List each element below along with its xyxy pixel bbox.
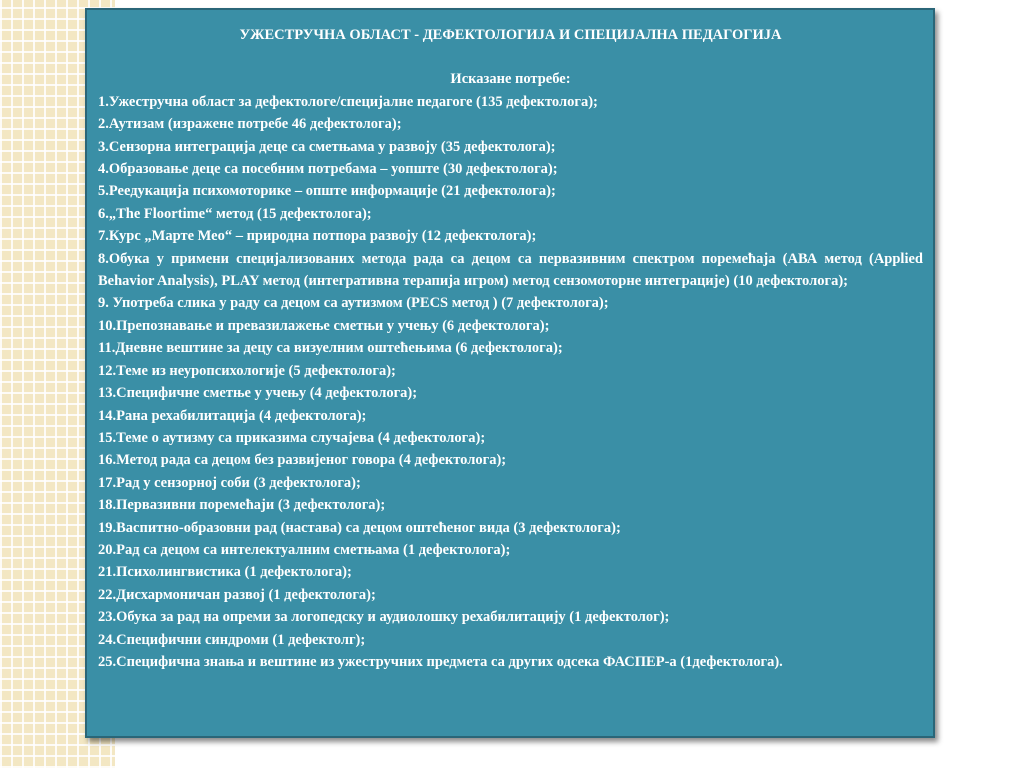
list-item: 9. Употреба слика у раду са децом са аутизмом (PECS метод ) (7 дефектолога); [98, 295, 609, 312]
list-item: 22.Дисхармоничан развој (1 дефектолога); [98, 586, 376, 603]
list-item: 8.Обука у примени специјализованих метода рада са децом са первазивним спектром поремећаја (АВА метод (Applied Behavior Analysis), PLAY метод (интегративна терапија игром) метод сензомоторне интеграције) (10 дефектолога); [98, 250, 923, 290]
list-item: 13.Специфичне сметње у учењу (4 дефектолога); [98, 385, 418, 402]
list-item: 4.Образовање деце са посебним потребама – уопште (30 дефектолога); [98, 161, 558, 178]
list-item: 24.Специфични синдроми (1 дефектолг); [98, 631, 366, 648]
list-item: 6.„The Floortime“ метод (15 дефектолога); [98, 205, 372, 222]
list-item: 1.Ужестручна област за дефектологе/специјалне педагоге (135 дефектолога); [98, 93, 598, 110]
list-item: 23.Обука за рад на опреми за логопедску и аудиолошку рехабилитацију (1 дефектолог); [98, 609, 670, 626]
list-item: 17.Рад у сензорној соби (3 дефектолога); [98, 474, 361, 491]
list-item: 12.Теме из неуропсихологије (5 дефектолога); [98, 362, 396, 379]
list-item: 11.Дневне вештине за децу са визуелним оштећењима (6 дефектолога); [98, 340, 563, 357]
list-item: 7.Курс „Марте Мео“ – природна потпора развоју (12 дефектолога); [98, 228, 537, 245]
list-item: 3.Сензорна интеграција деце са сметњама у развоју (35 дефектолога); [98, 138, 556, 155]
list-item: 21.Психолингвистика (1 дефектолога); [98, 564, 352, 581]
list-item: 20.Рад са децом са интелектуалним сметњама (1 дефектолога); [98, 541, 511, 558]
list-item: 5.Реедукација психомоторике – опште информације (21 дефектолога); [98, 183, 556, 200]
needs-subtitle: Исказане потребе: [450, 71, 571, 88]
slide-title: УЖЕСТРУЧНА ОБЛАСТ - ДЕФЕКТОЛОГИЈА И СПЕЦИЈАЛНА ПЕДАГОГИЈА [239, 27, 782, 43]
list-item: 15.Теме о аутизму са приказима случајева (4 дефектолога); [98, 429, 486, 446]
list-item: 2.Аутизам (изражене потребе 46 дефектолога); [98, 116, 402, 133]
list-item: 25.Специфична знања и вештине из ужестручних предмета са других одсека ФАСПЕР-а (1дефектолога). [98, 653, 783, 670]
list-item: 19.Васпитно-образовни рад (настава) са децом оштећеног вида (3 дефектолога); [98, 519, 621, 536]
list-item: 16.Метод рада са децом без развијеног говора (4 дефектолога); [98, 452, 507, 469]
content-panel [85, 8, 935, 738]
needs-list [98, 91, 923, 674]
list-item: 18.Первазивни поремећаји (3 дефектолога); [98, 497, 386, 514]
list-item: 14.Рана рехабилитација (4 дефектолога); [98, 407, 367, 424]
list-item: 10.Препознавање и превазилажење сметњи у учењу (6 дефектолога); [98, 317, 550, 334]
